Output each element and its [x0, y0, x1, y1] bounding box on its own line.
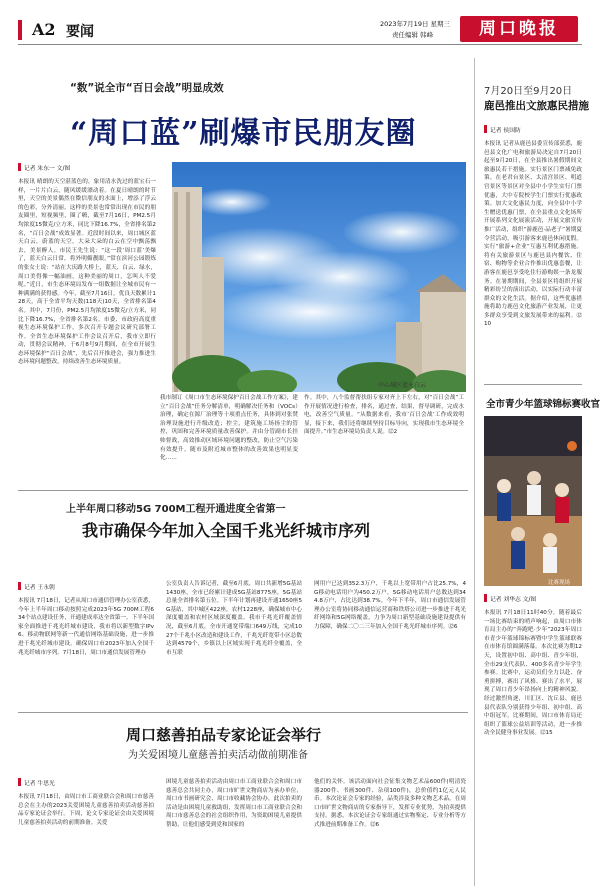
page-header: [18, 16, 582, 46]
sidebar-section-divider: [484, 384, 582, 385]
lead-byline: 记者 朱东一 文/图: [24, 166, 71, 172]
section-divider: [18, 712, 468, 713]
mobile-col3: 网用户已达到352.3万户，千兆以上宽带用户占比25.7%，4G移动电话用户为450.2万户，5G移动电话用户总数达到344.8万户，占比达到38.7%。今年下半年，周口市通信发展管理办公室将协同移动通信运营商和铁塔公司进一步推进千兆光纤网络和5G网络覆盖，力争为周口新型基础设施建设提供有力保障，确保二〇二三年加入全国千兆光纤城市序列。⑫6: [314, 581, 466, 630]
sidebar-top-dates: 7月20日至9月20日: [484, 86, 573, 97]
lead-photo: [172, 162, 466, 392]
sidebar-top-byline: 记者 侯国防: [490, 128, 521, 134]
mobile-col2: 公室负责人告诉记者，截至6月底，周口共新增5G基站1430座，全市已经累计建成5G基站8775座，5G基站总量全省排名第五位。下半年计划再建设开通1650座5G基站，其中城区422座，农村1228座，确保城市中心深度覆盖和农村区域深度覆盖。我市千兆光纤覆盖情况，截至6月底，全市开通宽带端口649万线，完成1027个千兆小区改造和建设工作，千兆光纤宽带小区总数达到4579个，乡镇以上区域实现千兆光纤全覆盖，全市互联: [166, 581, 302, 656]
sidebar-top-body: 本报讯 记者从鹿邑县委宣传部获悉，鹿邑县文化广电和旅游局决定自7月20日起至9月20日，在全县推出暑假期间文旅惠民若干措施。实行景区门票减免政策。在老君台景区、太清宫景区、明道宫景区等景区对全县中小学生实行门票优惠，大中专院校学生门票实行优惠政策。加大文化惠民力度，向全县中小学生赠送优惠门票，在全县重点文化场所开展系列文化展演活动，开展文旅宣传推广活动，组织“游鹿邑·品老子”暑期夏令营活动，吸引游客来鹿邑休闲度假。实行“旅游+企业”互惠互利优惠措施。将有关旅游景区与鹿邑县内餐饮、住宿、购物等企业合作推出优惠套餐，让游客在鹿邑享受吃住行游购娱一条龙服务。在暑期期间，全县景区将组织开展精彩纷呈的演出活动，以实际行动丰富群众的文化生活。据介绍，这些优惠措施将助力鹿邑文化旅游产业发展，让更多群众享受到文旅发展带来的福利。⑫10: [484, 141, 582, 328]
sidebar-bottom-headline: 全市青少年篮球锦标赛收官: [486, 399, 600, 410]
mobile-kicker: 上半年周口移动5G 700M工程开通进度全省第一: [66, 504, 286, 515]
masthead-logo: [460, 16, 578, 42]
sidebar-bottom-body: 本报讯 7月18日11时40分，随着最后一场比赛结束的哨声响起，由周口市体育局主办的“奔跑吧·少年”2023年周口市青少年篮球锦标赛暨中学生篮球联赛在市体育馆圆满落幕。本次比赛为期12天，设置初中组、高中组、青少年组，全市29支代表队、400多名青少年学生参赛。比赛中，运动员们全力以赴、奋勇拼搏，赛出了风格、赛出了水平，展现了周口青少年昂扬向上的精神风貌。经过激烈角逐，川汇区、沈丘县、鹿邑县代表队分别获得少年组、初中组、高中组冠军。比赛期间，周口市体育局还组织了篮球公益培训等活动，进一步推动全民健身事业发展。⑫15: [484, 610, 582, 737]
mobile-byline: 记者 王永朝: [24, 585, 55, 591]
section-number: A2: [32, 20, 56, 39]
lead-headline: “周口蓝”刷爆市民朋友圈: [70, 116, 417, 151]
byline-marker: [18, 778, 21, 786]
sidebar-top-headline: 鹿邑推出文旅惠民措施: [484, 100, 589, 112]
header-divider: [18, 44, 582, 45]
sidebar-bottom-byline: 记者 刘华志 文/图: [490, 597, 537, 603]
issue-date: 2023年7月19日 星期三: [380, 20, 451, 28]
editors: 责任编辑 韩峰: [392, 31, 434, 39]
charity-headline: 周口慈善拍品专家论证会举行: [126, 726, 322, 744]
lead-body: 本报讯 晴朗的天空湛蓝色的，象用清水洗过的蓝宝石一样，一片片白云，随风缓缓漂动着。在夏日晴朗的时节里，天空的美景偶然在微信朋友的水面上，增添了浮云的色彩，分外清丽。这样的美景也常常出现在市民的朋友圈里，短视频里，圈了嗨，截至7月16日，PM2.5月均浓度15微克/立方米，同比下降16.7%，全省排名第2名，“百日会战”成效显著。近段时间以来，周口城区蓝天白云，蔚蓝的天空，大朵大朵的白云在空中飘荡飘去，美景醉人。市民王先生说：“这一段‘周口蓝’美爆了，蓝天白云日常，将外明媚靓眼。”常在滨河公园锻炼的张女士说：“站在大庆路大桥上，蓝天、白云、绿水，周口美得像一幅油画，这种美丽的周口，怎叫人不爱呢。”近日，市生态环境局发布一组数据让全城市民有一种满满的获得感。今年，截至7月16日，优良天数累计128天，高于全省平均天数(118天)10天，全省排名第4名。其中，7月份，PM2.5月均浓度15微克/立方米，同比下降16.7%，全省排名第2名。市委、市政府高度重视生态环境保护工作，多次召开专题会议研究部署工作。全省生态环境保护工作会议召开后，我市立即行动，贯彻会议精神，于6月8号9月期间，在全市开展生态环境保护“百日会战”，先后召开推进会，强力推进生态环境问题整改，持续改善生态环境质量。: [18, 179, 156, 366]
section-marker: [18, 20, 22, 40]
lead-photo-caption: 中心城区蓝天白云: [378, 382, 427, 389]
charity-col3: 他们的关怀。该活动面向社会征集文物艺术品600件(明清瓷器200件、书画300件、杂项100件)，总价值约1亿元人民币。本次论证会专家的经验，品类涉及多种文物艺术品，在周口市旷世文物商店的专家指导下，发挥专业优势，为拍卖提供支持。据悉，本次论证会专家组通过实物鉴定、专业分析等方式推进前期准备工作。⑫6: [314, 779, 466, 828]
sidebar-photo: [484, 416, 582, 586]
charity-col2: 困境儿童慈善拍卖活动由周口市工商业联合会和周口市慈善总会共同主办，周口市旷世文物商店为承办单位，周口市书画研究会、周口市收藏协会协办。此次拍卖的活动是由困境儿童救助组，发挥周口市工商业联合会和周口市慈善总会的社会组织作用，为资助困境儿童提供帮助，让他们感受到党和国家的: [166, 779, 302, 828]
sidebar-divider: [474, 58, 475, 886]
mobile-headline: 我市确保今年加入全国千兆光纤城市序列: [82, 521, 371, 540]
charity-byline: 记者 牛思光: [24, 781, 55, 787]
lead-body-col3: 作。其中，八个监督帮扶组专家对齐上下左右，对“百日会战”工作开展情况进行检查，排名，通过查，结果，督导调研，完成水电，改善空气质量。“从数据来看，我市‘百日会战’工作成效明显，接下来，我们还将继续坚持目标导向，实现我市生态环境全面提升。”市生态环境局负责人说。⑫2: [304, 395, 464, 436]
sidebar-photo-caption: 比赛现场: [548, 580, 571, 586]
byline-marker: [18, 582, 21, 590]
mobile-col1: 本报讯 7月18日，记者从周口市通信管理办公室获悉，今年上半年周口移动按照完成2023年5G 700M工程634个站点建设任务，开通建成率达全省第一。下半年国家全面推进千兆光纤城市建设，我市将以新型数字IPv6、移动物联网等新一代通信网络基础设施，进一步推进千兆光纤城市建设。确保周口市2023年加入全国千兆光纤城市序列。7月18日，周口市通信发展管理办: [18, 598, 154, 656]
section-divider: [18, 490, 468, 491]
masthead-text: 周口晚报: [479, 19, 559, 39]
charity-col1: 本报讯 7月18日，由周口市工商业联合会和周口市慈善总会在主办的2023关爱困境儿童慈善拍卖活动慈善拍品专家论证会举行。下周，论文专家论证会由关爱困境儿童慈善拍卖活动的前期准备。关爱: [18, 794, 154, 826]
byline-marker: [484, 594, 487, 602]
section-name: 要闻: [66, 24, 94, 40]
charity-subhead: 为关爱困境儿童慈善拍卖活动做前期准备: [128, 750, 308, 761]
byline-marker: [18, 163, 21, 171]
lead-kicker: “数”说全市“百日会战”明显成效: [70, 82, 224, 94]
lead-body-col2: 我市制订《周口市生态环境保护百日会战工作方案》，建立“百日会战”任务分解清单，明确解决任务和（VOCs）治理，确定在源厂治理等十项重点任务，具体到对张焚治理设施进行升级改造；控尘，建筑施工场扬尘的管控，巩固和完善环境质量改善保护。并由分管副市长挂帅督战，高效推动区域环境问题的整改，防止空气污染有效提升，随市及附近城市整体的改善效果也明显变化……: [160, 395, 298, 462]
byline-marker: [484, 125, 487, 133]
